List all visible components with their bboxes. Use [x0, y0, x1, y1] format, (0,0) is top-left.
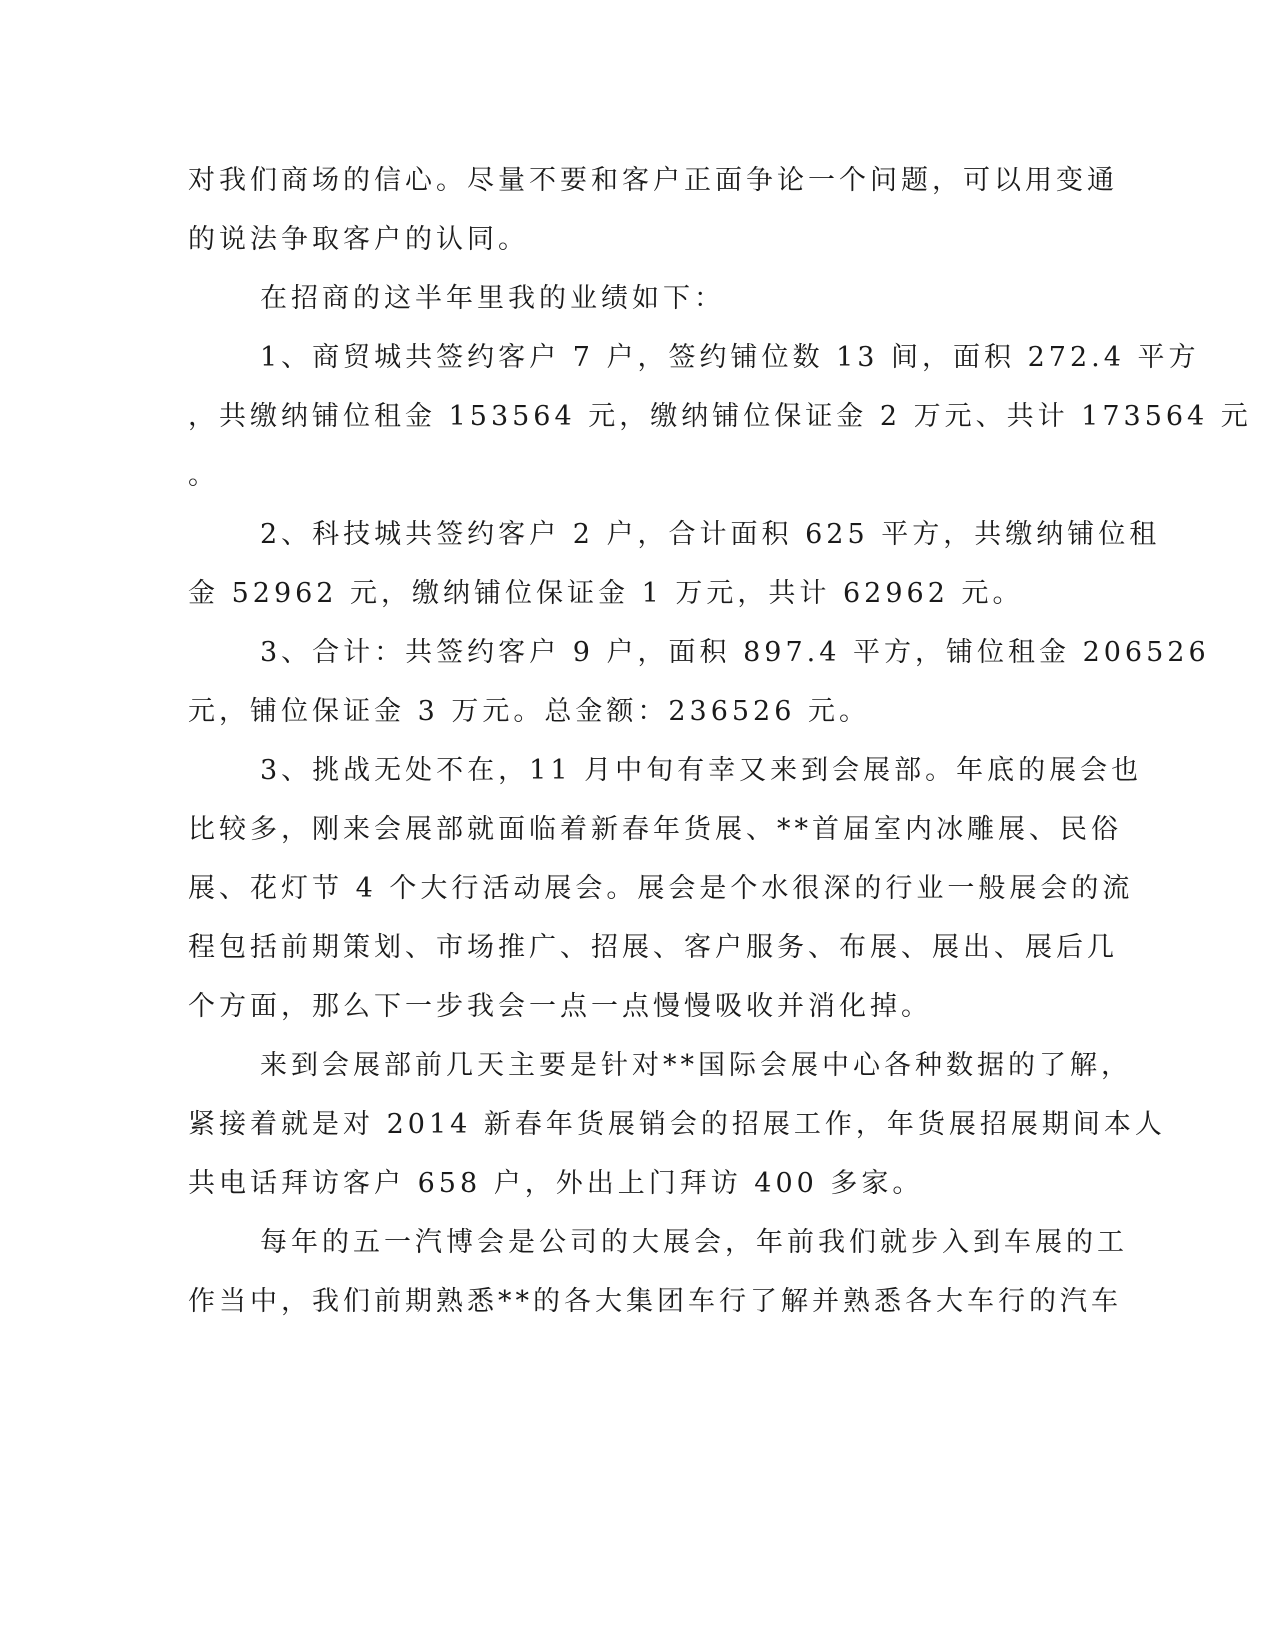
text-line-8: 金 52962 元，缴纳铺位保证金 1 万元，共计 62962 元。 — [188, 578, 1024, 609]
text-line-7: 2、科技城共签约客户 2 户，合计面积 625 平方，共缴纳铺位租 — [260, 519, 1161, 550]
text-line-11: 3、挑战无处不在，11 月中旬有幸又来到会展部。年底的展会也 — [260, 755, 1143, 786]
text-line-14: 程包括前期策划、市场推广、招展、客户服务、布展、展出、展后几 — [188, 932, 1118, 963]
text-line-10: 元，铺位保证金 3 万元。总金额：236526 元。 — [188, 696, 870, 727]
text-line-1: 对我们商场的信心。尽量不要和客户正面争论一个问题，可以用变通 — [188, 165, 1118, 196]
text-line-13: 展、花灯节 4 个大行活动展会。展会是个水很深的行业一般展会的流 — [188, 873, 1134, 904]
text-line-20: 作当中，我们前期熟悉**的各大集团车行了解并熟悉各大车行的汽车 — [188, 1286, 1122, 1317]
text-line-18: 共电话拜访客户 658 户，外出上门拜访 400 多家。 — [188, 1168, 924, 1199]
text-line-19: 每年的五一汽博会是公司的大展会，年前我们就步入到车展的工 — [260, 1227, 1128, 1258]
text-line-4: 1、商贸城共签约客户 7 户，签约铺位数 13 间，面积 272.4 平方 — [260, 342, 1200, 373]
text-line-5: ，共缴纳铺位租金 153564 元，缴纳铺位保证金 2 万元、共计 173564 元 — [188, 401, 1252, 432]
text-line-6: 。 — [188, 460, 219, 491]
text-line-2: 的说法争取客户的认同。 — [188, 224, 529, 255]
text-line-15: 个方面，那么下一步我会一点一点慢慢吸收并消化掉。 — [188, 991, 932, 1022]
text-line-17: 紧接着就是对 2014 新春年货展销会的招展工作，年货展招展期间本人 — [188, 1109, 1166, 1140]
text-line-3: 在招商的这半年里我的业绩如下： — [260, 283, 725, 314]
text-line-16: 来到会展部前几天主要是针对**国际会展中心各种数据的了解， — [260, 1050, 1132, 1081]
text-line-12: 比较多，刚来会展部就面临着新春年货展、**首届室内冰雕展、民俗 — [188, 814, 1122, 845]
text-line-9: 3、合计：共签约客户 9 户，面积 897.4 平方，铺位租金 206526 — [260, 637, 1210, 668]
